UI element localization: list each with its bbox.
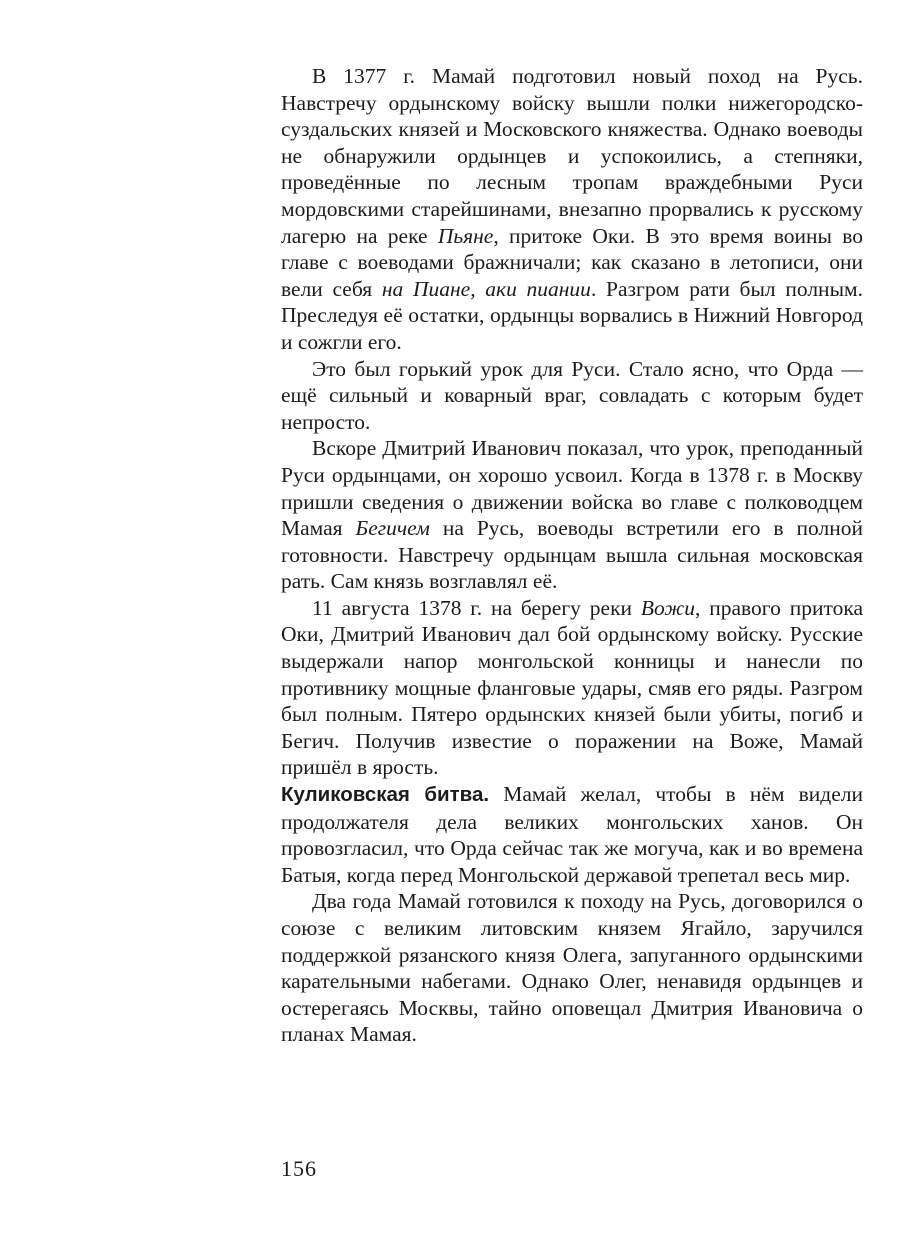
text-run: Вскоре Дмитрий Иванович показал, что урок, преподанный Руси ордынцами, он хорошо усвоил. Когда в 1378 г. в Москву пришли сведения о движении войска во главе с полководцем Мамая [281, 436, 863, 541]
text-run: Бегичем [355, 516, 430, 541]
text-run: Это был горький урок для Руси. Стало ясно, что Орда — ещё сильный и коварный враг, совладать с которым будет непросто. [281, 356, 863, 434]
paragraph-vozha-battle [281, 595, 863, 781]
text-block [281, 63, 863, 1048]
text-run: Пьяне [437, 223, 494, 248]
text-run: , правого притока Оки, Дмитрий Иванович дал бой ордынскому войску. Русские выдержали напор монгольской конницы и нанесли по противнику мощные фланговые удары, смяв его ряды. Разгром был полным. Пятеро ордынских князей были убиты, погиб и Бегич. Получив известие о поражении на Воже, Мамай пришёл в ярость. [281, 595, 863, 780]
paragraph-bitter-lesson [281, 356, 863, 436]
text-run: 11 августа 1378 г. на берегу реки [312, 595, 641, 620]
text-run: на Русь, воеводы встретили его в полной готовности. Навстречу ордынцам вышла сильная московская рать. Сам князь возглавлял её. [281, 516, 863, 594]
text-run: Куликовская битва. [281, 783, 490, 807]
text-run: , притоке Оки. В это время воины во главе с воеводами бражничали; как сказано в летописи, они вели себя [281, 223, 863, 301]
text-run: на Пиане, аки пиании [381, 276, 591, 301]
text-run: Вожи [640, 595, 696, 620]
text-run: В 1377 г. Мамай подготовил новый поход на Русь. Навстречу ордынскому войску вышли полки нижегородско-суздальских князей и Московского княжества. Однако воеводы не обнаружили ордынцев и успокоились, а степняки, проведённые по лесным тропам враждебными Руси мордовскими старейшинами, внезапно прорвались к русскому лагерю на реке [281, 64, 863, 248]
paragraph-1378-news [281, 435, 863, 595]
text-run: Мамай желал, чтобы в нём видели продолжателя дела великих монгольских ханов. Он провозгласил, что Орда сейчас так же могуча, как и во времена Батыя, когда перед Монгольской державой трепетал весь мир. [281, 782, 863, 887]
page-number: 156 [281, 1156, 317, 1181]
text-run: . Разгром рати был полным. Преследуя её остатки, ордынцы ворвались в Нижний Новгород и сожгли его. [281, 276, 863, 354]
paragraph-kulikovo-heading [281, 781, 863, 888]
paragraph-1377-campaign [281, 63, 863, 356]
text-run: Два года Мамай готовился к походу на Русь, договорился о союзе с великим литовским князем Ягайло, заручился поддержкой рязанского князя Олега, запуганного ордынскими карательными набегами. Однако Олег, ненавидя ордынцев и остерегаясь Москвы, тайно оповещал Дмитрия Ивановича о планах Мамая. [281, 889, 863, 1047]
paragraph-two-years-preparation [281, 888, 863, 1048]
